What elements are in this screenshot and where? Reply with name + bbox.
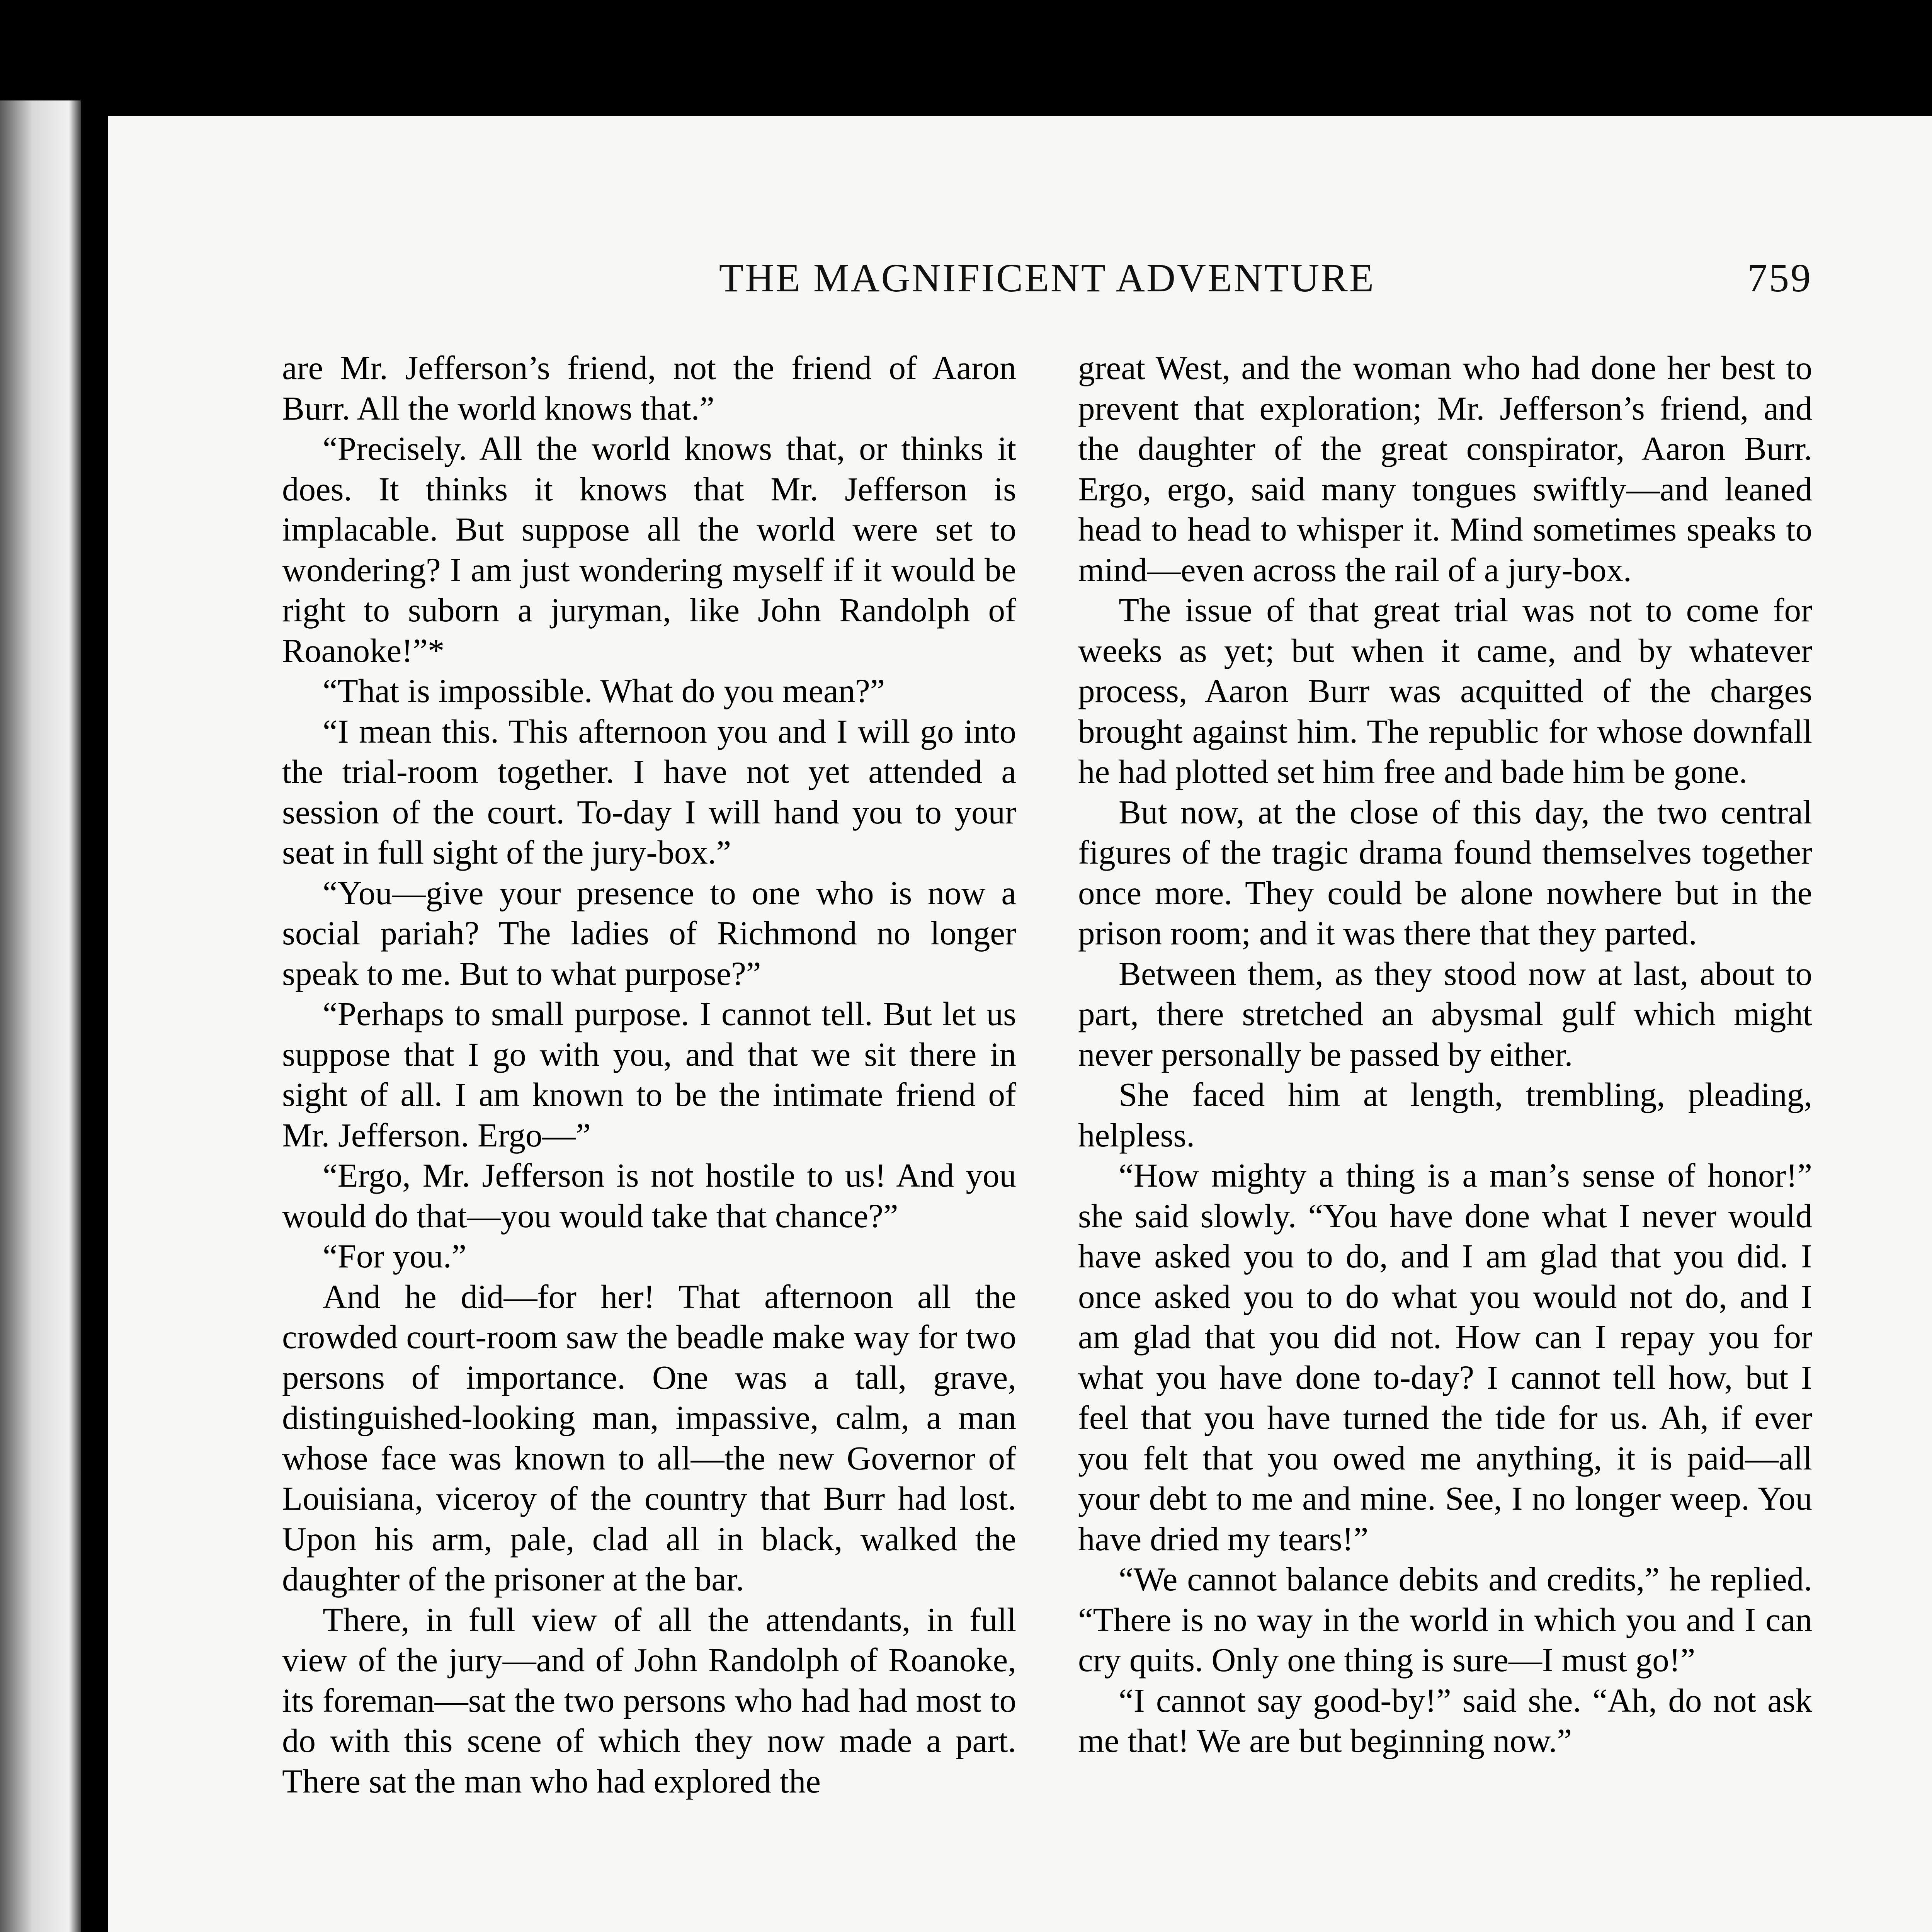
paragraph: “We cannot balance debits and credits,” he replied. “There is no way in the world in which you and I can cry quits. Only one thing is sure—I must go!” [1078, 1560, 1812, 1679]
paragraph: Between them, as they stood now at last, about to part, there stretched an abysmal gulf which might never personally be passed by either. [1078, 954, 1812, 1073]
paragraph: “Perhaps to small purpose. I cannot tell. But let us suppose that I go with you, and that we sit there in sight of all. I am known to be the intimate friend of Mr. Jefferson. Ergo—” [282, 995, 1016, 1154]
paragraph: “That is impossible. What do you mean?” [323, 672, 885, 709]
left-page-edge [0, 100, 81, 1932]
text-columns [282, 348, 1812, 1932]
paragraph: “I mean this. This afternoon you and I will go into the trial-room together. I have not yet attended a session of the court. To-day I will hand you to your seat in full sight of the jury-box.” [282, 712, 1016, 871]
page-number: 759 [1747, 256, 1812, 300]
paragraph: “You—give your presence to one who is now a social pariah? The ladies of Richmond no longer speak to me. But to what purpose?” [282, 874, 1016, 992]
paragraph: There, in full view of all the attendants, in full view of the jury—and of John Randolph of Roanoke, its foreman—sat the two persons who had had most to do with this scene of which they now made a part. There sat the man who had explored the [282, 1600, 1016, 1800]
running-head [282, 255, 1812, 309]
paragraph: And he did—for her! That afternoon all the crowded court-room saw the beadle make way for two persons of importance. One was a tall, grave, distinguished-looking man, impassive, calm, a man whose face was known to all—the new Governor of Louisiana, viceroy of the country that Burr had lost. Upon his arm, pale, clad all in black, walked the daughter of the prisoner at the bar. [282, 1277, 1016, 1598]
left-column [282, 348, 1016, 1932]
paragraph: “I cannot say good-by!” said she. “Ah, do not ask me that! We are but beginning now.” [1078, 1681, 1812, 1759]
paragraph: She faced him at length, trembling, pleading, helpless. [1078, 1076, 1812, 1154]
right-column [1078, 348, 1812, 1932]
paragraph: “Precisely. All the world knows that, or thinks it does. It thinks it knows that Mr. Jefferson is implacable. But suppose all the world were set to wondering? I am just wondering myself if it would be right to suborn a juryman, like John Randolph of Roanoke!”* [282, 430, 1016, 669]
paragraph: The issue of that great trial was not to come for weeks as yet; but when it came, and by whatever process, Aaron Burr was acquitted of the charges brought against him. The republic for whose downfall he had plotted set him free and bade him be gone. [1078, 591, 1812, 790]
paragraph: “For you.” [323, 1237, 467, 1275]
paragraph: great West, and the woman who had done her best to prevent that exploration; Mr. Jefferson’s friend, and the daughter of the great conspirator, Aaron Burr. Ergo, ergo, said many tongues swiftly—and leaned head to head to whisper it. Mind sometimes speaks to mind—even across the rail of a jury-box. [1078, 349, 1812, 588]
paragraph: are Mr. Jefferson’s friend, not the friend of Aaron Burr. All the world knows that.” [282, 349, 1016, 427]
running-head-title: THE MAGNIFICENT ADVENTURE [719, 256, 1376, 300]
paragraph: But now, at the close of this day, the two central figures of the tragic drama found themselves together once more. They could be alone nowhere but in the prison room; and it was there that they parted. [1078, 793, 1812, 952]
paragraph: “How mighty a thing is a man’s sense of honor!” she said slowly. “You have done what I never would have asked you to do, and I am glad that you did. I once asked you to do what you would not do, and I am glad that you did not. How can I repay you for what you have done to-day? I cannot tell how, but I feel that you have turned the tide for us. Ah, if ever you felt that you owed me anything, it is paid—all your debt to me and mine. See, I no longer weep. You have dried my tears!” [1078, 1156, 1812, 1558]
paragraph: “Ergo, Mr. Jefferson is not hostile to us! And you would do that—you would take that chance?” [282, 1156, 1016, 1235]
